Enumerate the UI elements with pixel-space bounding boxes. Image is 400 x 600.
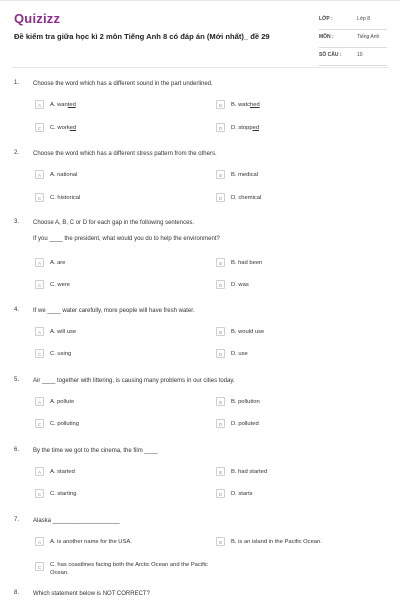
option-text: A. are xyxy=(50,260,66,266)
option-text: C. were xyxy=(50,282,70,288)
option-text: A. will use xyxy=(50,329,77,335)
option-letter-box: A xyxy=(35,170,44,179)
option-letter-box: D xyxy=(216,349,225,358)
option-letter-box: D xyxy=(216,419,225,428)
option-text: D. use xyxy=(231,351,248,357)
option-text: D. chemical xyxy=(231,195,262,201)
question-number: 1. xyxy=(14,80,20,86)
option-letter-box: C xyxy=(35,123,44,132)
meta-key: SỐ CÂU : xyxy=(319,52,342,58)
option-letter-box: A xyxy=(35,397,44,406)
option-text: A. is another name for the USA. xyxy=(50,539,132,545)
option-letter-box: D xyxy=(216,489,225,498)
option-text: B. pollution xyxy=(231,399,260,405)
question-number: 7. xyxy=(14,517,20,523)
option-letter-box: A xyxy=(35,327,44,336)
top-border xyxy=(0,0,400,1)
option-letter-box: C xyxy=(35,419,44,428)
question-number: 4. xyxy=(14,307,20,313)
question-sentence: If you ____ the president, what would you do to help the environment? xyxy=(33,236,220,242)
question-text: Which statement below is NOT CORRECT? xyxy=(33,591,150,597)
meta-key: LỚP : xyxy=(319,16,333,22)
question-number: 8. xyxy=(14,590,20,596)
option-letter-box: B xyxy=(216,258,225,267)
option-text: B. medical xyxy=(231,172,259,178)
option-letter-box: B xyxy=(216,467,225,476)
option-text: A. pollute xyxy=(50,399,75,405)
option-letter-box: A xyxy=(35,100,44,109)
question-text: Choose the word which has a different stress pattern from the others. xyxy=(33,151,217,157)
option-text: B. is an island in the Pacific Ocean. xyxy=(231,539,322,545)
option-text: C. worked xyxy=(50,125,77,131)
header-divider xyxy=(12,67,388,68)
option-letter-box: D xyxy=(216,123,225,132)
option-letter-box: A xyxy=(35,537,44,546)
option-text: A. wanted xyxy=(50,102,76,108)
option-letter-box: A xyxy=(35,258,44,267)
quizizz-logo: Quizizz xyxy=(14,11,61,26)
option-letter-box: B xyxy=(216,170,225,179)
question-number: 2. xyxy=(14,150,20,156)
meta-value: Tiếng Anh xyxy=(357,34,380,40)
question-text: By the time we got to the cinema, the film ____ xyxy=(33,448,158,454)
question-text: Choose A, B, C or D for each gap in the following sentences. xyxy=(33,220,195,226)
question-text: Choose the word which has a different sound in the part underlined. xyxy=(33,81,213,87)
option-letter-box: B xyxy=(216,397,225,406)
option-text: C. historical xyxy=(50,195,81,201)
option-letter-box: B xyxy=(216,327,225,336)
option-text: D. was xyxy=(231,282,249,288)
option-letter-box: C xyxy=(35,349,44,358)
option-letter-box: C xyxy=(35,562,44,571)
option-text: C. polluting xyxy=(50,421,80,427)
option-text: B. had been xyxy=(231,260,263,266)
meta-row-class xyxy=(319,12,387,30)
option-letter-box: C xyxy=(35,280,44,289)
meta-value: 10 xyxy=(357,52,363,58)
option-letter-box: B xyxy=(216,100,225,109)
question-text: Air ____ together with littering, is causing many problems in our cities today. xyxy=(33,378,235,384)
option-text: C. has coastlines facing both the Arctic Ocean and the Pacific Ocean. xyxy=(50,562,208,576)
option-text: C. using xyxy=(50,351,72,357)
option-text: A. started xyxy=(50,469,75,475)
question-number: 6. xyxy=(14,447,20,453)
meta-key: MÔN : xyxy=(319,34,334,40)
meta-table xyxy=(319,12,387,66)
question-number: 3. xyxy=(14,219,20,225)
option-letter-box: B xyxy=(216,537,225,546)
option-text: B. would use xyxy=(231,329,265,335)
option-text: B. had started xyxy=(231,469,268,475)
option-letter-box: D xyxy=(216,193,225,202)
option-letter-box: A xyxy=(35,467,44,476)
option-text: A. national xyxy=(50,172,78,178)
meta-value: Lớp 8 xyxy=(357,16,371,22)
meta-row-count xyxy=(319,48,387,66)
option-text: C. starting xyxy=(50,491,77,497)
option-text: B. watched xyxy=(231,102,260,108)
option-text: D. stopped xyxy=(231,125,260,131)
option-text: D. starts xyxy=(231,491,253,497)
question-text: Alaska ____________________ xyxy=(33,518,120,524)
option-letter-box: D xyxy=(216,280,225,289)
document-title: Đề kiểm tra giữa học kì 2 môn Tiếng Anh 8 có đáp án (Mới nhất)_ đề 29 xyxy=(14,32,270,41)
option-letter-box: C xyxy=(35,489,44,498)
option-text: D. polluted xyxy=(231,421,259,427)
meta-row-subject xyxy=(319,30,387,48)
question-number: 5. xyxy=(14,377,20,383)
option-letter-box: C xyxy=(35,193,44,202)
question-text: If we ____ water carefully, more people will have fresh water. xyxy=(33,308,195,314)
